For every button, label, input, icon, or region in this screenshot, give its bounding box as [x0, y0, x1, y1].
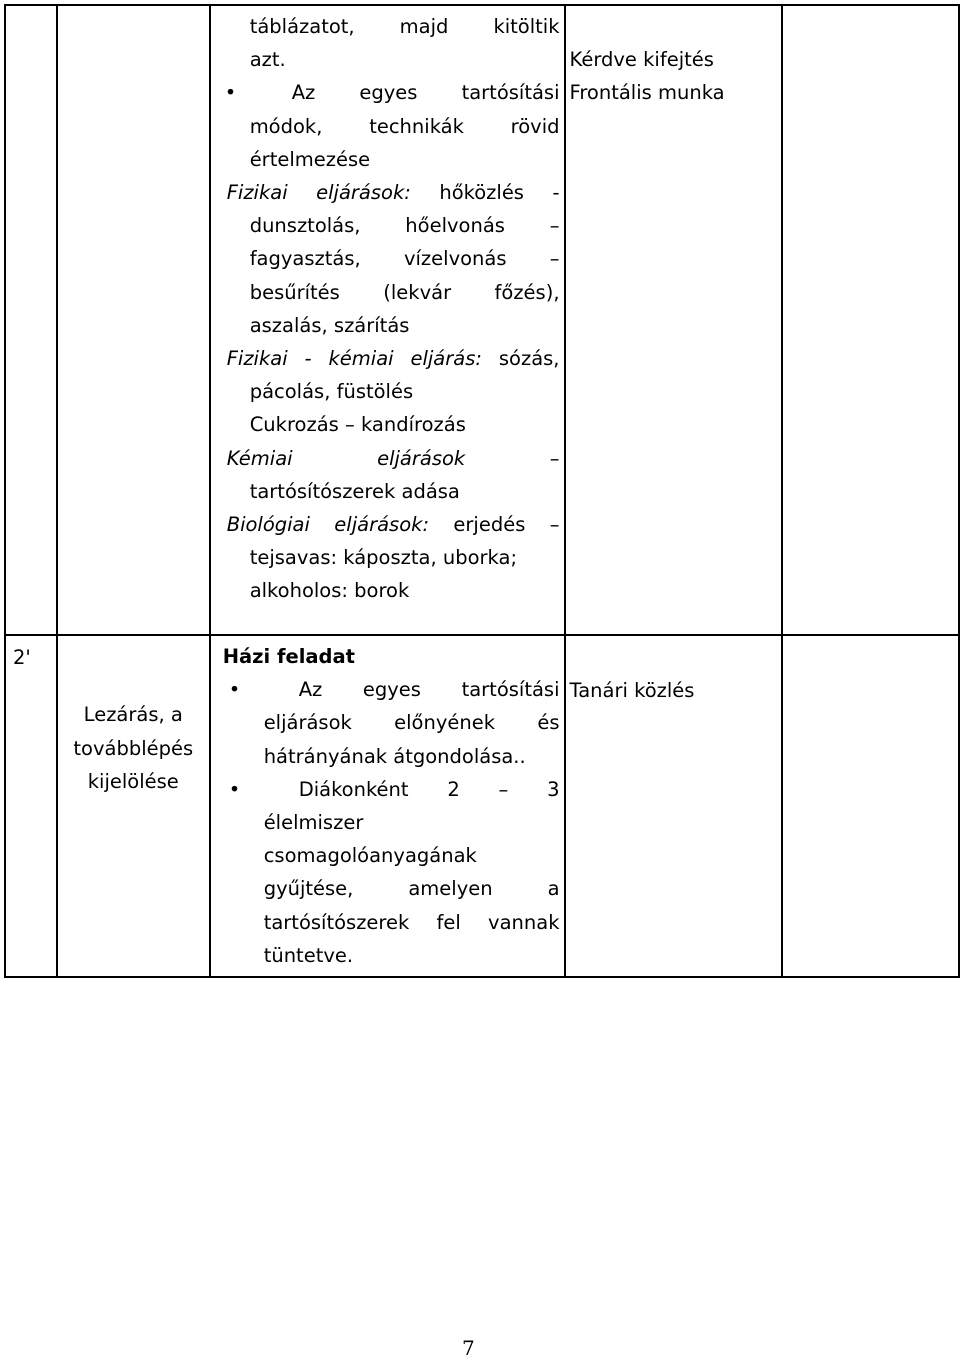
time-cell [5, 635, 57, 977]
list-item [217, 673, 560, 706]
content-line: pácolás, füstölés [249, 380, 414, 404]
method-label: Kémiai eljárások [226, 446, 466, 470]
content-line [217, 442, 560, 475]
method-cell [565, 5, 782, 635]
content-cell [210, 635, 565, 977]
page-number: 7 [462, 1336, 475, 1360]
content-line [217, 508, 560, 541]
time-cell [5, 5, 57, 635]
content-line: élelmiszer [263, 811, 364, 835]
phase-cell [57, 635, 210, 977]
method-label: Fizikai - kémiai eljárás: [226, 347, 482, 371]
method-line: Frontális munka [569, 81, 725, 104]
list-item-text: Az egyes tartósítási [298, 678, 560, 702]
method-label: Fizikai eljárások: [226, 181, 411, 205]
method-line: Kérdve kifejtés [569, 48, 714, 71]
content-line: fagyasztás, vízelvonás – [249, 247, 560, 271]
tools-cell [782, 635, 959, 977]
content-line: gyűjtése, amelyen a [263, 877, 560, 901]
content-line: tartósítószerek adása [249, 479, 460, 503]
content-line: azt. [249, 48, 286, 72]
tools-cell [782, 5, 959, 635]
content-line: aszalás, szárítás [249, 313, 410, 337]
phase-cell [57, 5, 210, 635]
method-cell [565, 635, 782, 977]
bullet-icon: • [228, 678, 241, 702]
bullet-icon: • [224, 81, 237, 105]
method-text [566, 6, 781, 109]
content-line: tejsavas: káposzta, uborka; [249, 546, 518, 570]
list-item [217, 773, 560, 806]
content-line [217, 342, 560, 375]
content-line: csomagolóanyagának [263, 844, 477, 868]
list-item [217, 76, 560, 109]
content-line [217, 176, 560, 209]
phase-text [58, 636, 209, 799]
content-cell [210, 5, 565, 635]
content-line: besűrítés (lekvár főzés), [249, 280, 560, 304]
content-line: eljárások előnyének és [263, 711, 560, 735]
method-label: Biológiai eljárások: [226, 513, 430, 537]
content-line: értelmezése [249, 147, 371, 171]
homework-title: Házi feladat [222, 645, 355, 668]
content-line: tüntetve. [263, 943, 354, 967]
content-line: tartósítószerek fel vannak [263, 910, 560, 934]
table-row [5, 635, 959, 977]
list-item-text: Diákonként 2 – 3 [298, 777, 560, 801]
phase-line: továbblépés [73, 736, 194, 760]
list-item-text: Az egyes tartósítási [291, 81, 560, 105]
phase-line: kijelölése [87, 770, 179, 793]
content-line: alkoholos: borok [249, 579, 410, 603]
time-value: 2' [13, 646, 31, 669]
content-text: erjedés – [429, 513, 560, 537]
table-row [5, 5, 959, 635]
content-line: táblázatot, majd kitöltik [249, 15, 560, 38]
phase-line: Lezárás, a [83, 703, 183, 726]
content-text: – [549, 446, 560, 470]
content-line: módok, technikák rövid [249, 114, 560, 138]
content-line: Cukrozás – kandírozás [249, 413, 466, 437]
method-text: Tanári közlés [569, 679, 695, 702]
bullet-icon: • [228, 777, 241, 801]
content-text: hőközlés - [410, 181, 560, 205]
content-line: dunsztolás, hőelvonás – [249, 214, 560, 238]
lesson-plan-table [4, 4, 960, 978]
content-line: hátrányának átgondolása.. [263, 744, 526, 768]
content-text: sózás, [481, 347, 560, 371]
